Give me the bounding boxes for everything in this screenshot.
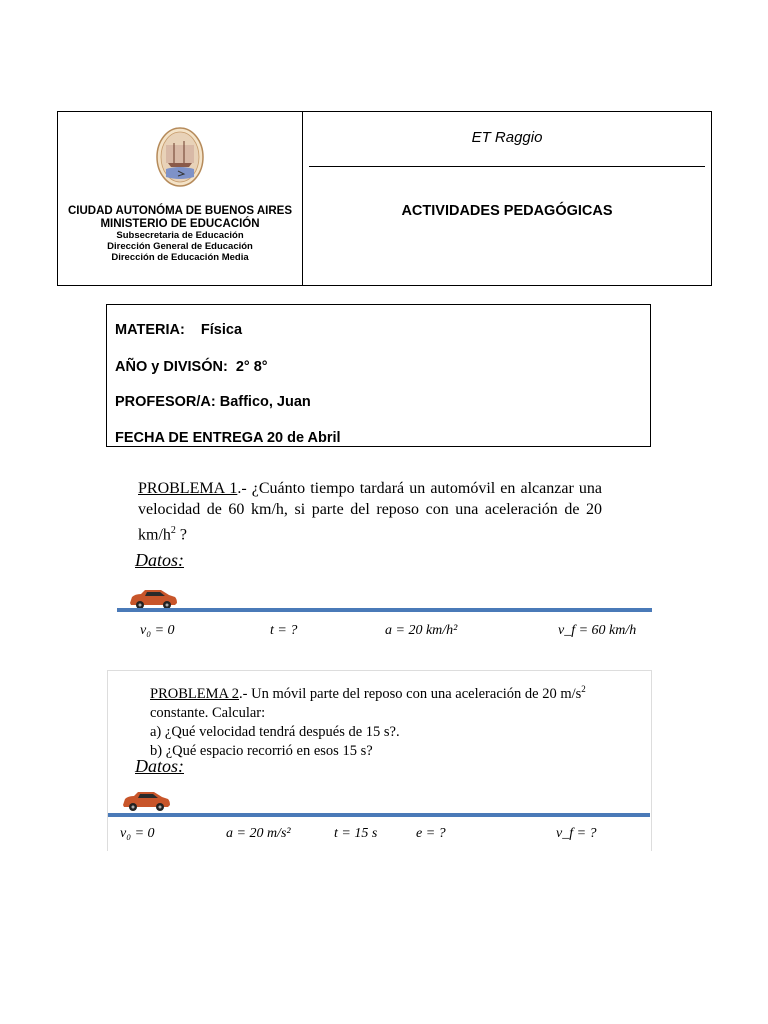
problem-2-tail: constante. Calcular: xyxy=(150,704,266,721)
problem-2-exponent: 2 xyxy=(581,684,586,694)
activities-title: ACTIVIDADES PEDAGÓGICAS xyxy=(401,203,613,219)
problem-2-label: PROBLEMA 2 xyxy=(150,685,240,702)
problem-2-road-line xyxy=(108,813,650,817)
profesor-line: PROFESOR/A: Baffico, Juan xyxy=(115,394,311,410)
problem-2-text: .- Un móvil parte del reposo con una aceleración de 20 m/s xyxy=(239,685,582,702)
problem-1-exponent: 2 xyxy=(170,525,176,536)
car-icon xyxy=(120,790,172,812)
course-info-box xyxy=(106,304,651,447)
org-direccion-general: Dirección General de Educación xyxy=(107,241,253,253)
problem-1-var-t: t = ? xyxy=(270,623,298,638)
materia-line: MATERIA: Física xyxy=(115,322,243,338)
problem-2-var-a: a = 20 m/s² xyxy=(226,826,291,841)
school-name: ET Raggio xyxy=(471,129,543,146)
problem-1-tail: ? xyxy=(175,526,187,544)
problem-1-label: PROBLEMA 1 xyxy=(138,480,238,497)
problem-2-var-v0: v₀ = 0 xyxy=(120,826,155,841)
problem-2-var-t: t = 15 s xyxy=(334,826,378,841)
problem-1-statement xyxy=(138,478,602,545)
org-direccion-media: Dirección de Educación Media xyxy=(111,252,249,264)
problem-1-road-line xyxy=(117,608,652,612)
car-icon xyxy=(127,588,179,610)
header-table xyxy=(57,111,712,286)
problem-2-item-a: a) ¿Qué velocidad tendrá después de 15 s?. xyxy=(150,723,400,740)
fecha-entrega-line: FECHA DE ENTREGA 20 de Abril xyxy=(115,430,341,446)
organization-block xyxy=(58,205,302,264)
problem-2-var-e: e = ? xyxy=(416,826,446,841)
header-right-cell xyxy=(303,112,711,285)
problem-1-var-a: a = 20 km/h² xyxy=(385,623,458,638)
problem-1-var-vf: v_f = 60 km/h xyxy=(558,623,637,638)
org-subsecretaria: Subsecretaria de Educación xyxy=(116,230,244,242)
org-ministry: MINISTERIO DE EDUCACIÓN xyxy=(100,218,260,231)
problem-1-var-v0: v₀ = 0 xyxy=(140,623,175,638)
org-city: CIUDAD AUTONÓMA DE BUENOS AIRES xyxy=(67,205,293,217)
header-divider xyxy=(309,166,705,167)
problem-2-statement xyxy=(150,680,590,761)
problem-2-item-b: b) ¿Qué espacio recorrió en esos 15 s? xyxy=(150,742,373,759)
problem-2-var-vf: v_f = ? xyxy=(556,826,597,841)
anio-division-line: AÑO y DIVISÓN: 2° 8° xyxy=(115,359,268,375)
problem-1-datos-label: Datos: xyxy=(135,550,184,570)
problem-2-datos-label: Datos: xyxy=(135,756,184,776)
problem-1-text: .- ¿Cuánto tiempo tardará un automóvil en alcanzar una velocidad de 60 km/h, si parte del reposo con una aceleración de 20 km/h xyxy=(138,480,602,544)
header-left-cell xyxy=(58,112,303,285)
city-seal-logo xyxy=(156,127,204,187)
